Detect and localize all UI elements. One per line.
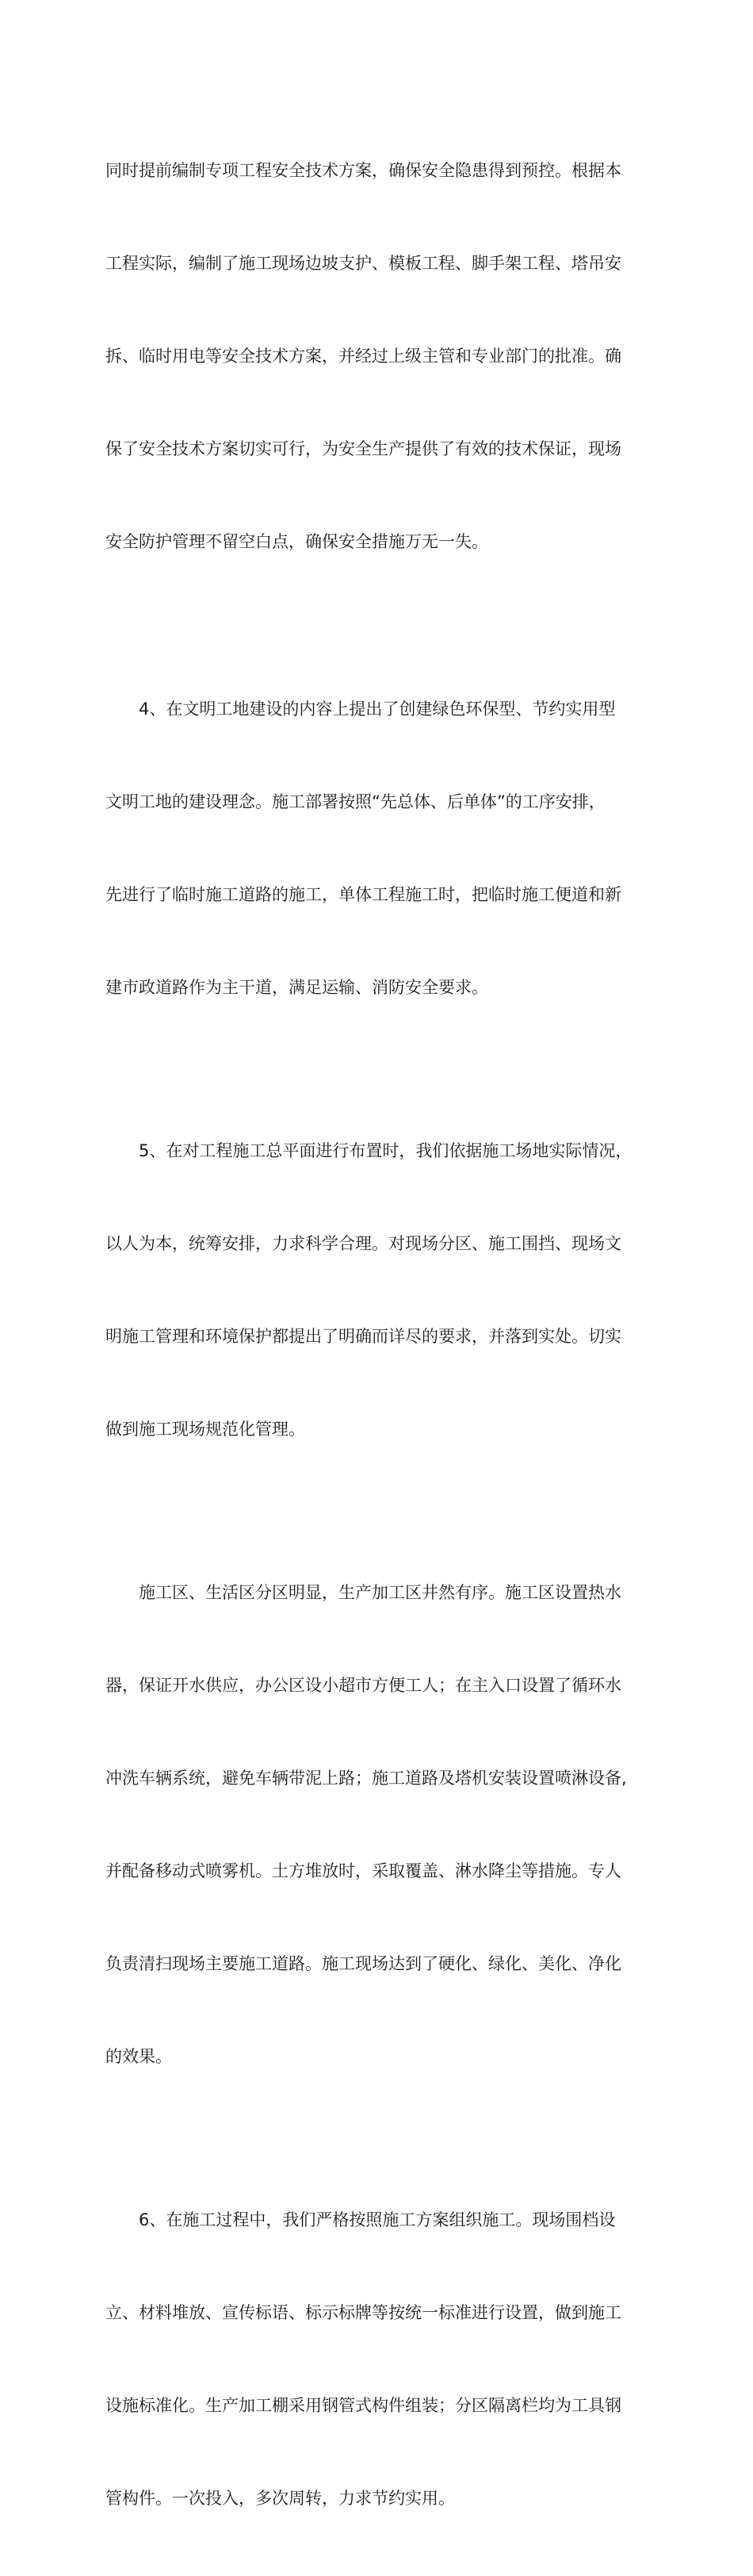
- text-line: 工程实际，编制了施工现场边坡支护、模板工程、脚手架工程、塔吊安: [105, 254, 621, 273]
- paragraph-item-5: [105, 1074, 652, 1507]
- text-line: 6、在施工过程中，我们严格按照施工方案组织施工。现场围档设: [139, 2210, 616, 2229]
- paragraph-item-6: [105, 2143, 652, 2576]
- text-line: 同时提前编制专项工程安全技术方案，确保安全隐患得到预控。根据本: [105, 161, 621, 180]
- text-line: 施工区、生活区分区明显，生产加工区井然有序。施工区设置热水: [139, 1583, 621, 1602]
- paragraph-item-4: [105, 632, 652, 1065]
- paragraph-continuation: [105, 94, 652, 619]
- text-line: 冲洗车辆系统，避免车辆带泥上路；施工道路及塔机安装设置喷淋设备,: [105, 1769, 627, 1788]
- text-line: 先进行了临时施工道路的施工，单体工程施工时，把临时施工便道和新: [105, 885, 621, 904]
- text-line: 的效果。: [105, 2047, 172, 2066]
- text-line: 5、在对工程施工总平面进行布置时，我们依据施工场地实际情况，: [139, 1141, 633, 1160]
- text-line: 明施工管理和环境保护都提出了明确而详尽的要求，并落到实处。切实: [105, 1327, 621, 1346]
- text-line: 拆、临时用电等安全技术方案，并经过上级主管和专业部门的批准。确: [105, 347, 621, 366]
- text-line: 负责清扫现场主要施工道路。施工现场达到了硬化、绿化、美化、净化: [105, 1954, 621, 1973]
- text-line: 管构件。一次投入，多次周转，力求节约实用。: [105, 2489, 455, 2508]
- text-line: 并配备移动式喷雾机。土方堆放时，采取覆盖、淋水降尘等措施。专人: [105, 1861, 621, 1880]
- text-line: 建市政道路作为主干道，满足运输、消防安全要求。: [105, 978, 488, 997]
- text-line: 做到施工现场规范化管理。: [105, 1420, 305, 1439]
- paragraph-zones: [105, 1516, 652, 2134]
- text-line: 设施标准化。生产加工棚采用钢管式构件组装；分区隔离栏均为工具钢: [105, 2396, 621, 2415]
- text-line: 立、材料堆放、宣传标语、标示标牌等按统一标准进行设置，做到施工: [105, 2303, 621, 2322]
- text-line: 文明工地的建设理念。施工部署按照“先总体、后单体”的工序安排，: [105, 792, 606, 811]
- text-line: 4、在文明工地建设的内容上提出了创建绿色环保型、节约实用型: [139, 700, 616, 719]
- document-body: [105, 94, 652, 2576]
- text-line: 安全防护管理不留空白点，确保安全措施万无一失。: [105, 532, 488, 551]
- text-line: 以人为本，统筹安排，力求科学合理。对现场分区、施工围挡、现场文: [105, 1234, 621, 1253]
- text-line: 器，保证开水供应，办公区设小超市方便工人；在主入口设置了循环水: [105, 1676, 621, 1695]
- text-line: 保了安全技术方案切实可行，为安全生产提供了有效的技术保证，现场: [105, 439, 621, 458]
